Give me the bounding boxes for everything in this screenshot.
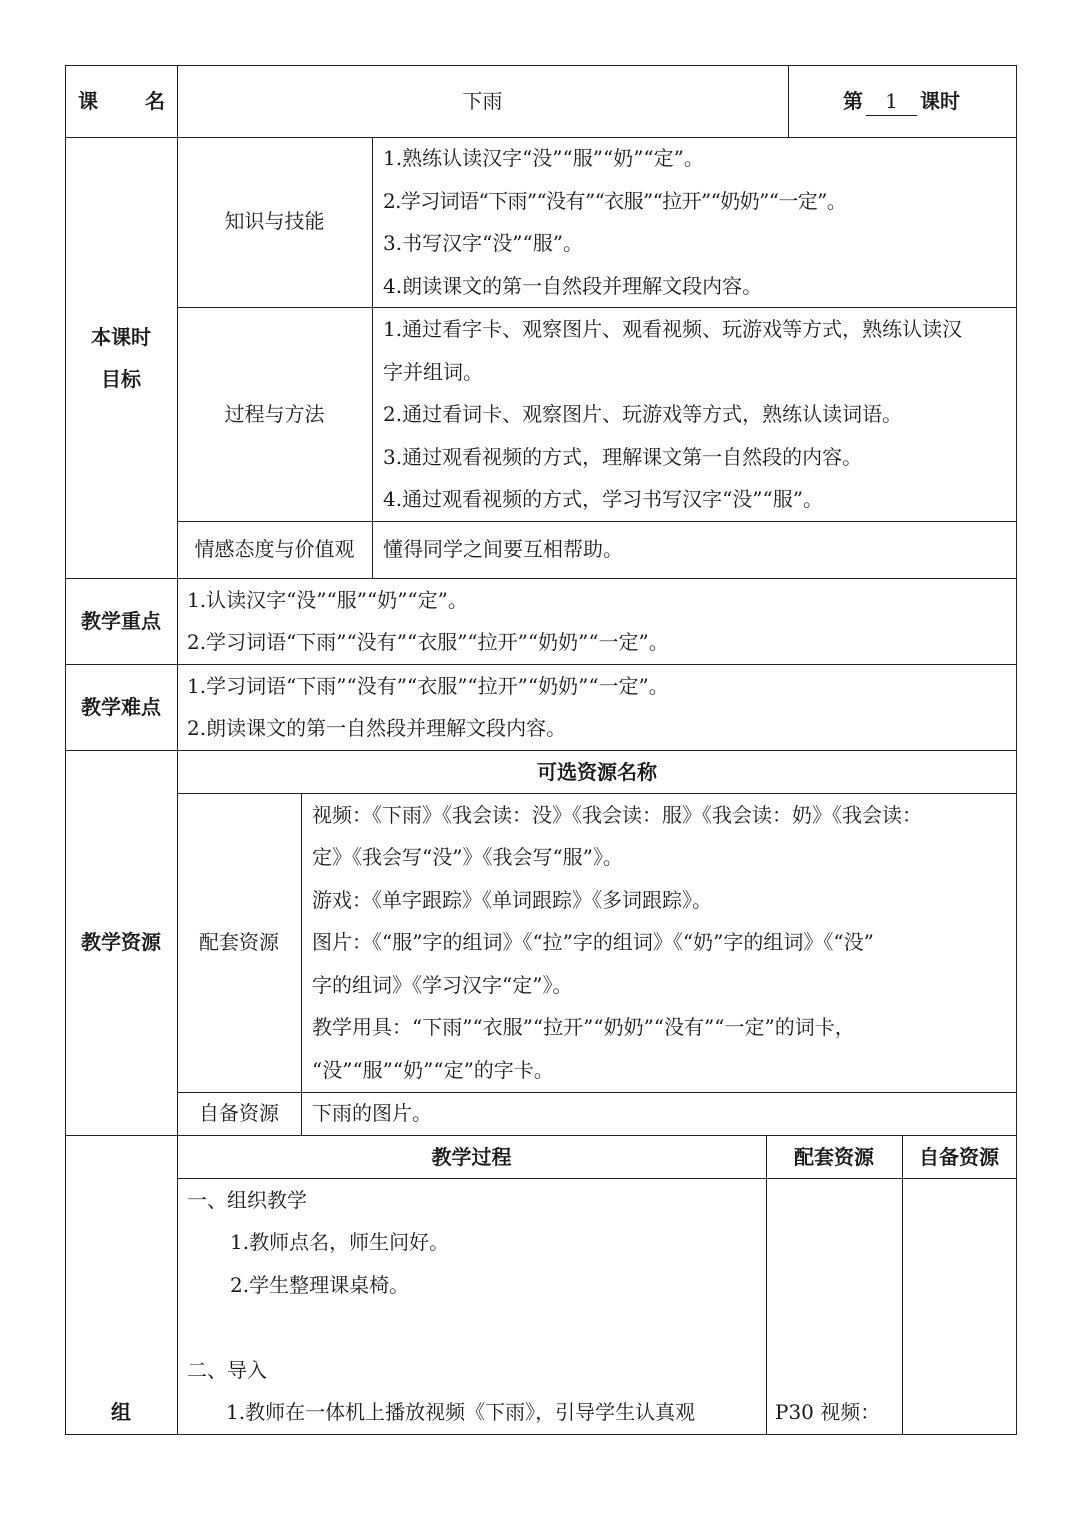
own-resources-text: 下雨的图片。	[312, 1101, 432, 1125]
period-prefix: 第	[843, 89, 863, 113]
table-border	[902, 1135, 903, 1434]
table-border	[766, 1135, 767, 1434]
table-border	[301, 793, 302, 1135]
bundled-resource-line: 教学用具：“下雨”“衣服”“拉开”“奶奶”“没有”“一定”的词卡，	[312, 1015, 855, 1039]
knowledge-line: 3.书写汉字“没”“服”。	[383, 231, 583, 255]
difficulties-label: 教学难点	[81, 695, 161, 719]
col-header-bundled: 配套资源	[794, 1145, 874, 1169]
table-border	[1016, 65, 1017, 1435]
knowledge-label: 知识与技能	[224, 209, 325, 233]
table-border	[177, 1092, 1017, 1093]
process-line: 2.通过看词卡、观察图片、玩游戏等方式，熟练认读词语。	[383, 402, 903, 426]
table-border	[177, 521, 1017, 522]
bundled-resource-line: “没”“服”“奶”“定”的字卡。	[312, 1058, 554, 1082]
process-row-label: 组	[111, 1400, 131, 1424]
col-header-own: 自备资源	[919, 1145, 999, 1169]
period-suffix: 课时	[920, 89, 960, 113]
process-step: 2.学生整理课桌椅。	[230, 1273, 410, 1297]
key-points-label: 教学重点	[81, 609, 161, 633]
course-name-label: 课	[78, 89, 98, 113]
process-line: 3.通过观看视频的方式，理解课文第一自然段的内容。	[383, 445, 863, 469]
process-step: 1.教师在一体机上播放视频《下雨》，引导学生认真观	[226, 1400, 696, 1424]
course-name-label: 名	[145, 89, 165, 113]
bundled-resource-line: 图片：《“服”字的组词》《“拉”字的组词》《“奶”字的组词》《“没”	[312, 930, 874, 954]
difficulties-line: 2.朗读课文的第一自然段并理解文段内容。	[187, 716, 567, 740]
objectives-row-label: 本课时	[91, 325, 151, 349]
process-step: 二、导入	[187, 1358, 267, 1382]
emotion-label: 情感态度与价值观	[194, 537, 355, 561]
process-step: 1.教师点名，师生问好。	[230, 1230, 450, 1254]
process-line: 1.通过看字卡、观察图片、观看视频、玩游戏等方式，熟练认读汉	[383, 317, 963, 341]
difficulties-line: 1.学习词语“下雨”“没有”“衣服”“拉开”“奶奶”“一定”。	[187, 674, 669, 698]
emotion-text: 懂得同学之间要互相帮助。	[383, 537, 623, 561]
table-border	[65, 1434, 1017, 1435]
bundled-resource-line: 定》《我会写“没”》《我会写“服”》。	[312, 845, 623, 869]
process-line: 4.通过观看视频的方式，学习书写汉字“没”“服”。	[383, 487, 823, 511]
process-bundled-cell: P30 视频：	[775, 1400, 881, 1424]
bundled-resource-line: 视频：《下雨》《我会读：没》《我会读：服》《我会读：奶》《我会读：	[312, 803, 922, 827]
table-border	[788, 65, 789, 137]
bundled-resources-label: 配套资源	[199, 930, 279, 954]
process-label: 过程与方法	[224, 402, 325, 426]
course-name: 下雨	[462, 89, 503, 113]
resources-heading: 可选资源名称	[537, 760, 657, 784]
knowledge-line: 1.熟练认读汉字“没”“服”“奶”“定”。	[383, 146, 704, 170]
process-line: 字并组词。	[383, 360, 483, 384]
knowledge-line: 2.学习词语“下雨”“没有”“衣服”“拉开”“奶奶”“一定”。	[383, 189, 847, 213]
table-border	[65, 65, 1017, 66]
objectives-row-label: 目标	[101, 367, 141, 391]
knowledge-line: 4.朗读课文的第一自然段并理解文段内容。	[383, 274, 763, 298]
key-points-line: 2.学习词语“下雨”“没有”“衣服”“拉开”“奶奶”“一定”。	[187, 630, 669, 654]
table-border	[177, 65, 178, 1435]
period-number: 1	[866, 87, 917, 116]
resources-label: 教学资源	[81, 930, 161, 954]
table-border	[65, 65, 66, 1435]
bundled-resource-line: 游戏：《单字跟踪》《单词跟踪》《多词跟踪》。	[312, 888, 712, 912]
process-step: 一、组织教学	[187, 1188, 307, 1212]
col-header-process: 教学过程	[431, 1145, 512, 1169]
bundled-resource-line: 字的组词》《学习汉字“定”》。	[312, 973, 573, 997]
key-points-line: 1.认读汉字“没”“服”“奶”“定”。	[187, 588, 468, 612]
own-resources-label: 自备资源	[199, 1101, 279, 1125]
table-border	[372, 137, 373, 578]
